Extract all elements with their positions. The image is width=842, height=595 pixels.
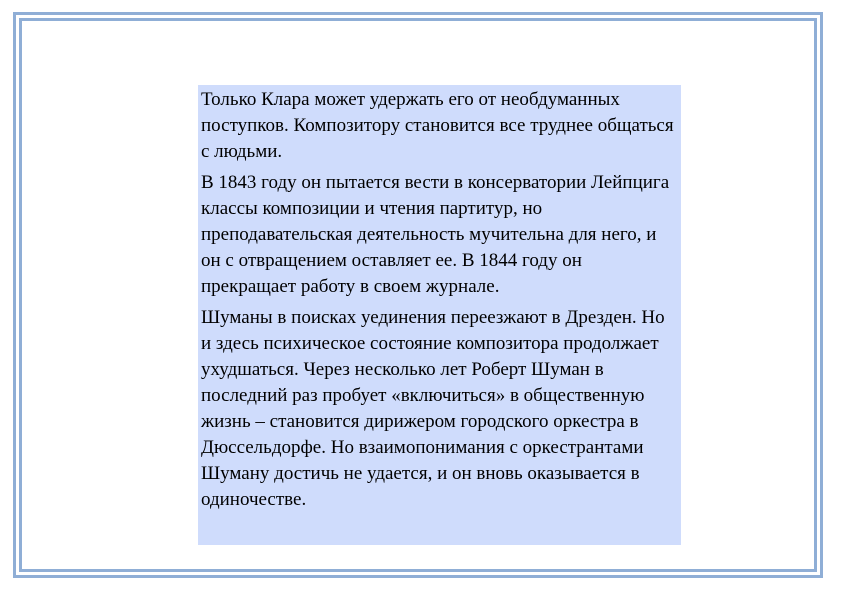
text-box [198,85,681,545]
paragraph-2: В 1843 году он пытается вести в консерватории Лейпцига классы композиции и чтения партитур, но преподавательская деятельность мучительна для него, и он с отвращением оставляет ее. В 1844 году он прекращает работу в своем журнале. [201,172,670,297]
paragraph-3: Шуманы в поисках уединения переезжают в Дрезден. Но и здесь психическое состояние композитора продолжает ухудшаться. Через несколько лет Роберт Шуман в последний раз пробует «включиться» в общественную жизнь – становится дирижером городского оркестра в Дюссельдорфе. Но взаимопонимания с оркестрантами Шуману достичь не удается, и он вновь оказывается в одиночестве. [201,307,665,510]
paragraph-1: Только Клара может удержать его от необдуманных поступков. Композитору становится все труднее общаться с людьми. [201,89,674,162]
